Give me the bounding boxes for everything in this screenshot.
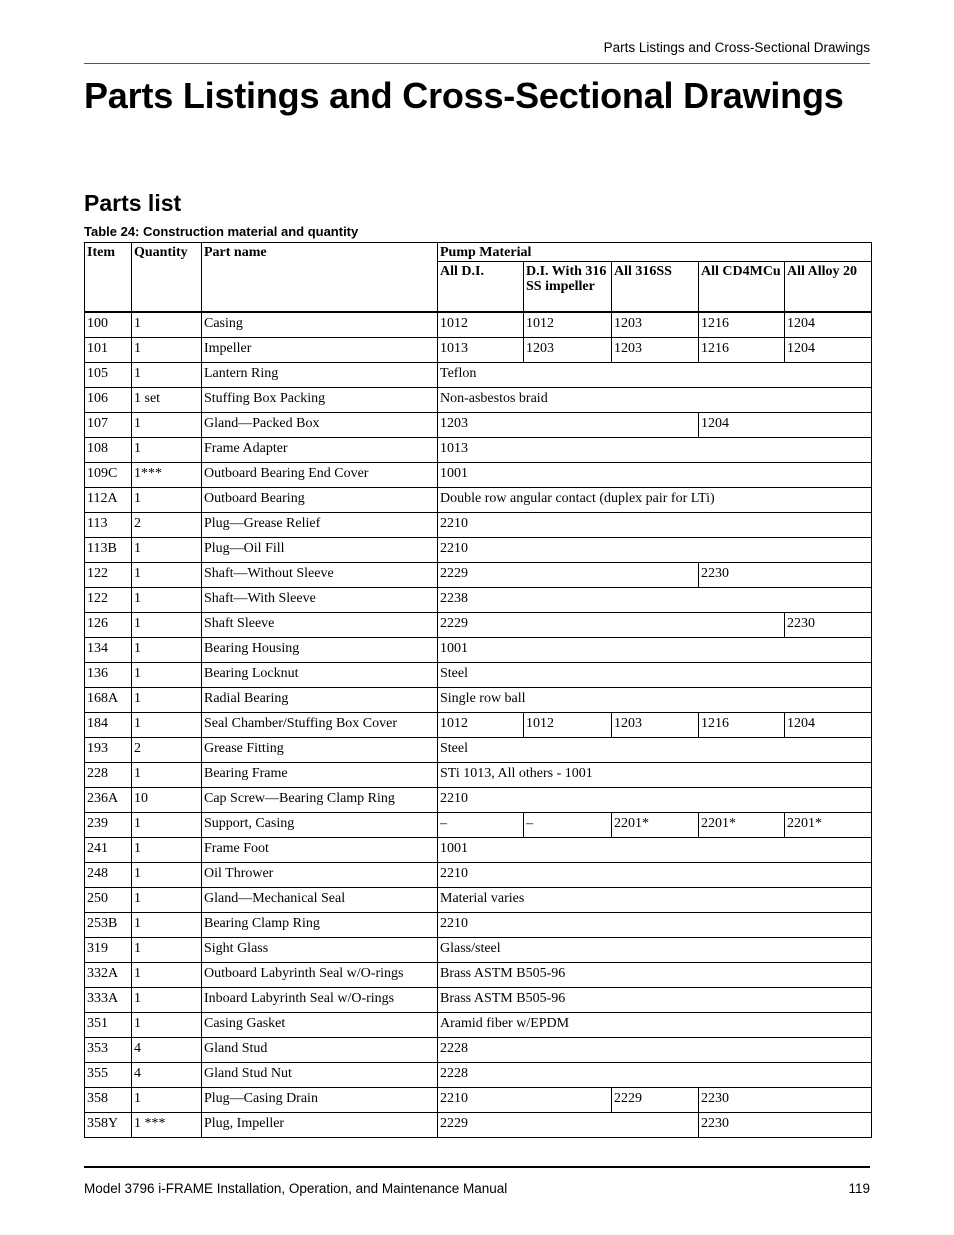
cell-material: 2230 bbox=[699, 1113, 872, 1138]
cell-item: 332A bbox=[85, 963, 132, 988]
cell-quantity: 10 bbox=[132, 788, 202, 813]
table-row bbox=[85, 988, 872, 1013]
cell-material: 1204 bbox=[699, 413, 872, 438]
cell-part-name: Gland—Mechanical Seal bbox=[202, 888, 438, 913]
cell-material: 1012 bbox=[524, 312, 612, 338]
table-row bbox=[85, 663, 872, 688]
cell-material: Double row angular contact (duplex pair for LTi) bbox=[438, 488, 872, 513]
cell-part-name: Plug, Impeller bbox=[202, 1113, 438, 1138]
cell-item: 358 bbox=[85, 1088, 132, 1113]
table-row bbox=[85, 413, 872, 438]
cell-item: 109C bbox=[85, 463, 132, 488]
cell-item: 358Y bbox=[85, 1113, 132, 1138]
table-row bbox=[85, 538, 872, 563]
cell-material: 2210 bbox=[438, 513, 872, 538]
cell-part-name: Plug—Grease Relief bbox=[202, 513, 438, 538]
cell-material: Glass/steel bbox=[438, 938, 872, 963]
cell-item: 134 bbox=[85, 638, 132, 663]
cell-material: 1013 bbox=[438, 438, 872, 463]
running-header: Parts Listings and Cross-Sectional Drawings bbox=[603, 40, 870, 55]
cell-material: 1203 bbox=[612, 713, 699, 738]
cell-material: 2228 bbox=[438, 1063, 872, 1088]
table-row bbox=[85, 613, 872, 638]
cell-part-name: Impeller bbox=[202, 338, 438, 363]
cell-material: 2201* bbox=[699, 813, 785, 838]
cell-material: 2210 bbox=[438, 1088, 612, 1113]
table-row bbox=[85, 338, 872, 363]
header-material-di-316ss-impeller: D.I. With 316 SS impeller bbox=[524, 262, 612, 313]
cell-quantity: 1 bbox=[132, 488, 202, 513]
cell-part-name: Gland—Packed Box bbox=[202, 413, 438, 438]
cell-material: 1001 bbox=[438, 838, 872, 863]
cell-material: 1001 bbox=[438, 463, 872, 488]
cell-material: – bbox=[438, 813, 524, 838]
cell-quantity: 4 bbox=[132, 1063, 202, 1088]
cell-material: 2210 bbox=[438, 788, 872, 813]
table-row bbox=[85, 1013, 872, 1038]
cell-quantity: 1*** bbox=[132, 463, 202, 488]
cell-quantity: 1 *** bbox=[132, 1113, 202, 1138]
cell-item: 351 bbox=[85, 1013, 132, 1038]
cell-material: 2201* bbox=[785, 813, 872, 838]
cell-item: 253B bbox=[85, 913, 132, 938]
cell-material: 1203 bbox=[524, 338, 612, 363]
cell-material: 2228 bbox=[438, 1038, 872, 1063]
cell-quantity: 1 bbox=[132, 888, 202, 913]
cell-quantity: 1 bbox=[132, 588, 202, 613]
cell-item: 248 bbox=[85, 863, 132, 888]
table-row bbox=[85, 312, 872, 338]
cell-quantity: 1 bbox=[132, 838, 202, 863]
cell-item: 184 bbox=[85, 713, 132, 738]
table-row bbox=[85, 713, 872, 738]
cell-quantity: 1 bbox=[132, 338, 202, 363]
header-quantity: Quantity bbox=[132, 243, 202, 313]
cell-item: 193 bbox=[85, 738, 132, 763]
cell-item: 333A bbox=[85, 988, 132, 1013]
cell-quantity: 1 bbox=[132, 913, 202, 938]
cell-quantity: 1 bbox=[132, 938, 202, 963]
table-row bbox=[85, 563, 872, 588]
table-row bbox=[85, 488, 872, 513]
table-row bbox=[85, 963, 872, 988]
cell-material: Material varies bbox=[438, 888, 872, 913]
cell-quantity: 1 bbox=[132, 638, 202, 663]
cell-part-name: Shaft Sleeve bbox=[202, 613, 438, 638]
cell-part-name: Casing Gasket bbox=[202, 1013, 438, 1038]
cell-part-name: Bearing Frame bbox=[202, 763, 438, 788]
table-row bbox=[85, 1038, 872, 1063]
cell-item: 236A bbox=[85, 788, 132, 813]
cell-material: 2210 bbox=[438, 538, 872, 563]
cell-part-name: Inboard Labyrinth Seal w/O-rings bbox=[202, 988, 438, 1013]
cell-part-name: Outboard Bearing End Cover bbox=[202, 463, 438, 488]
section-title: Parts list bbox=[84, 190, 182, 216]
cell-part-name: Stuffing Box Packing bbox=[202, 388, 438, 413]
cell-material: 2229 bbox=[438, 1113, 699, 1138]
cell-item: 319 bbox=[85, 938, 132, 963]
header-item: Item bbox=[85, 243, 132, 313]
cell-item: 239 bbox=[85, 813, 132, 838]
cell-part-name: Bearing Housing bbox=[202, 638, 438, 663]
cell-quantity: 1 bbox=[132, 863, 202, 888]
cell-quantity: 1 bbox=[132, 1088, 202, 1113]
table-row bbox=[85, 463, 872, 488]
cell-item: 107 bbox=[85, 413, 132, 438]
cell-item: 136 bbox=[85, 663, 132, 688]
cell-quantity: 1 bbox=[132, 563, 202, 588]
table-row bbox=[85, 1113, 872, 1138]
cell-quantity: 1 bbox=[132, 312, 202, 338]
cell-material: 1012 bbox=[524, 713, 612, 738]
cell-part-name: Shaft—Without Sleeve bbox=[202, 563, 438, 588]
footer-rule bbox=[84, 1166, 870, 1168]
cell-material: 2229 bbox=[438, 613, 785, 638]
table-caption: Table 24: Construction material and quantity bbox=[84, 224, 359, 239]
table-row bbox=[85, 1088, 872, 1113]
footer-page-number: 119 bbox=[848, 1181, 870, 1196]
cell-part-name: Frame Adapter bbox=[202, 438, 438, 463]
cell-material: 1204 bbox=[785, 338, 872, 363]
cell-material: Non-asbestos braid bbox=[438, 388, 872, 413]
cell-quantity: 1 bbox=[132, 413, 202, 438]
cell-quantity: 2 bbox=[132, 513, 202, 538]
cell-quantity: 1 bbox=[132, 688, 202, 713]
cell-item: 113B bbox=[85, 538, 132, 563]
cell-material: Brass ASTM B505-96 bbox=[438, 963, 872, 988]
cell-item: 122 bbox=[85, 563, 132, 588]
cell-quantity: 1 bbox=[132, 763, 202, 788]
cell-material: 2230 bbox=[699, 1088, 872, 1113]
table-row bbox=[85, 763, 872, 788]
table-row bbox=[85, 838, 872, 863]
cell-material: 2230 bbox=[785, 613, 872, 638]
cell-quantity: 1 bbox=[132, 438, 202, 463]
header-material-all-alloy-20: All Alloy 20 bbox=[785, 262, 872, 313]
cell-material: Steel bbox=[438, 738, 872, 763]
cell-part-name: Grease Fitting bbox=[202, 738, 438, 763]
cell-part-name: Bearing Clamp Ring bbox=[202, 913, 438, 938]
cell-part-name: Radial Bearing bbox=[202, 688, 438, 713]
cell-quantity: 1 bbox=[132, 613, 202, 638]
cell-quantity: 1 bbox=[132, 663, 202, 688]
cell-item: 112A bbox=[85, 488, 132, 513]
cell-material: 2229 bbox=[438, 563, 699, 588]
cell-material: 2230 bbox=[699, 563, 872, 588]
cell-part-name: Gland Stud bbox=[202, 1038, 438, 1063]
table-row bbox=[85, 363, 872, 388]
table-row bbox=[85, 738, 872, 763]
cell-part-name: Shaft—With Sleeve bbox=[202, 588, 438, 613]
cell-material: Teflon bbox=[438, 363, 872, 388]
table-row bbox=[85, 913, 872, 938]
cell-item: 250 bbox=[85, 888, 132, 913]
cell-material: 1001 bbox=[438, 638, 872, 663]
cell-part-name: Bearing Locknut bbox=[202, 663, 438, 688]
cell-material: 1012 bbox=[438, 312, 524, 338]
cell-item: 100 bbox=[85, 312, 132, 338]
cell-quantity: 1 bbox=[132, 813, 202, 838]
table-row bbox=[85, 1063, 872, 1088]
table-row bbox=[85, 813, 872, 838]
cell-part-name: Sight Glass bbox=[202, 938, 438, 963]
header-material-all-di: All D.I. bbox=[438, 262, 524, 313]
footer-manual-title: Model 3796 i-FRAME Installation, Operation, and Maintenance Manual bbox=[84, 1181, 508, 1196]
cell-material: 1203 bbox=[438, 413, 699, 438]
cell-part-name: Seal Chamber/Stuffing Box Cover bbox=[202, 713, 438, 738]
cell-material: 1204 bbox=[785, 312, 872, 338]
header-material-all-316ss: All 316SS bbox=[612, 262, 699, 313]
cell-material: 1216 bbox=[699, 338, 785, 363]
page-title: Parts Listings and Cross-Sectional Drawings bbox=[84, 75, 844, 116]
cell-item: 228 bbox=[85, 763, 132, 788]
cell-item: 122 bbox=[85, 588, 132, 613]
cell-quantity: 1 bbox=[132, 988, 202, 1013]
cell-quantity: 1 set bbox=[132, 388, 202, 413]
table-row bbox=[85, 638, 872, 663]
cell-quantity: 1 bbox=[132, 363, 202, 388]
cell-part-name: Support, Casing bbox=[202, 813, 438, 838]
cell-part-name: Oil Thrower bbox=[202, 863, 438, 888]
header-pump-material: Pump Material bbox=[438, 243, 872, 262]
cell-item: 101 bbox=[85, 338, 132, 363]
cell-item: 355 bbox=[85, 1063, 132, 1088]
cell-quantity: 2 bbox=[132, 738, 202, 763]
cell-item: 105 bbox=[85, 363, 132, 388]
cell-item: 241 bbox=[85, 838, 132, 863]
cell-material: Brass ASTM B505-96 bbox=[438, 988, 872, 1013]
cell-item: 113 bbox=[85, 513, 132, 538]
cell-quantity: 1 bbox=[132, 1013, 202, 1038]
table-row bbox=[85, 438, 872, 463]
cell-material: 2201* bbox=[612, 813, 699, 838]
cell-item: 168A bbox=[85, 688, 132, 713]
cell-quantity: 1 bbox=[132, 963, 202, 988]
cell-item: 108 bbox=[85, 438, 132, 463]
cell-material: Single row ball bbox=[438, 688, 872, 713]
header-material-all-cd4mcu: All CD4MCu bbox=[699, 262, 785, 313]
cell-material: 1012 bbox=[438, 713, 524, 738]
header-part-name: Part name bbox=[202, 243, 438, 313]
cell-material: 2210 bbox=[438, 863, 872, 888]
cell-part-name: Lantern Ring bbox=[202, 363, 438, 388]
cell-part-name: Cap Screw—Bearing Clamp Ring bbox=[202, 788, 438, 813]
cell-part-name: Plug—Casing Drain bbox=[202, 1088, 438, 1113]
cell-part-name: Casing bbox=[202, 312, 438, 338]
cell-material: 1216 bbox=[699, 312, 785, 338]
header-rule bbox=[84, 63, 870, 64]
cell-part-name: Outboard Bearing bbox=[202, 488, 438, 513]
table-row bbox=[85, 888, 872, 913]
cell-material: Aramid fiber w/EPDM bbox=[438, 1013, 872, 1038]
cell-material: 1203 bbox=[612, 312, 699, 338]
cell-material: 2210 bbox=[438, 913, 872, 938]
cell-material: 2238 bbox=[438, 588, 872, 613]
cell-material: 1204 bbox=[785, 713, 872, 738]
cell-quantity: 1 bbox=[132, 713, 202, 738]
cell-material: 1216 bbox=[699, 713, 785, 738]
parts-table bbox=[84, 242, 872, 1138]
cell-material: 1013 bbox=[438, 338, 524, 363]
cell-quantity: 1 bbox=[132, 538, 202, 563]
table-row bbox=[85, 938, 872, 963]
cell-material: – bbox=[524, 813, 612, 838]
cell-part-name: Frame Foot bbox=[202, 838, 438, 863]
parts-table-body bbox=[85, 312, 872, 1138]
cell-quantity: 4 bbox=[132, 1038, 202, 1063]
table-row bbox=[85, 688, 872, 713]
table-row bbox=[85, 588, 872, 613]
cell-material: Steel bbox=[438, 663, 872, 688]
cell-part-name: Gland Stud Nut bbox=[202, 1063, 438, 1088]
cell-material: STi 1013, All others - 1001 bbox=[438, 763, 872, 788]
cell-part-name: Outboard Labyrinth Seal w/O-rings bbox=[202, 963, 438, 988]
table-row bbox=[85, 388, 872, 413]
cell-item: 353 bbox=[85, 1038, 132, 1063]
cell-part-name: Plug—Oil Fill bbox=[202, 538, 438, 563]
cell-material: 2229 bbox=[612, 1088, 699, 1113]
table-row bbox=[85, 788, 872, 813]
cell-item: 106 bbox=[85, 388, 132, 413]
cell-item: 126 bbox=[85, 613, 132, 638]
table-row bbox=[85, 863, 872, 888]
table-row bbox=[85, 513, 872, 538]
cell-material: 1203 bbox=[612, 338, 699, 363]
